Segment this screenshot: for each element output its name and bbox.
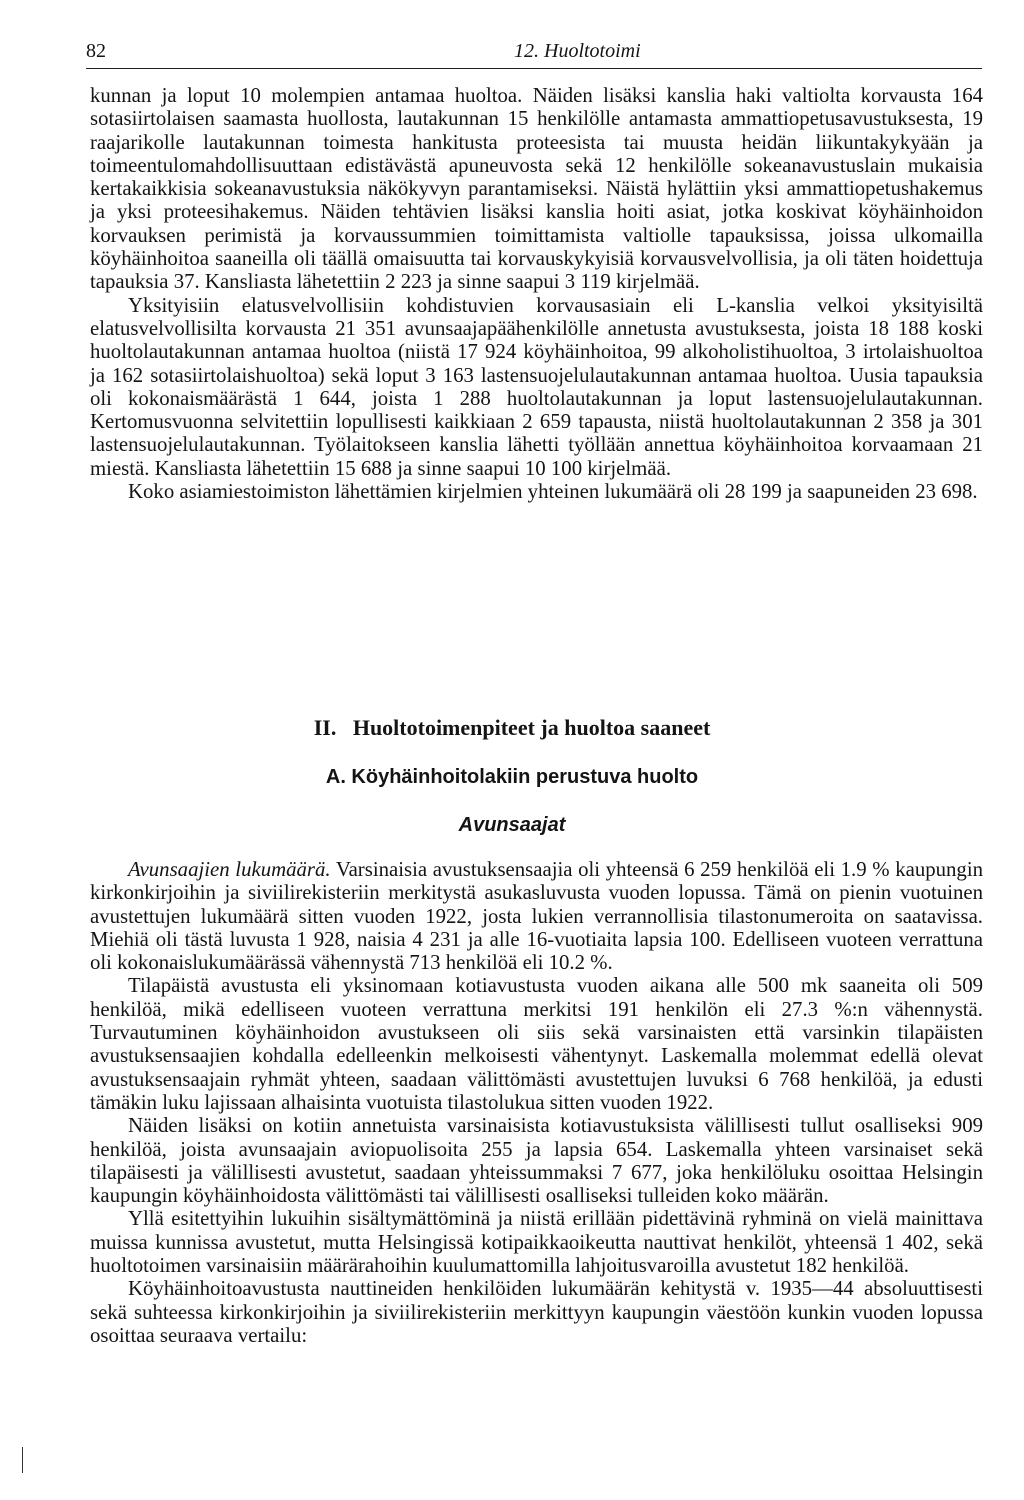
- top-text-block: [90, 84, 983, 503]
- paragraph: kunnan ja loput 10 molempien antamaa huoltoa. Näiden lisäksi kanslia haki valtiolta korvausta 164 sotasiirtolaisen saamasta huollosta, lautakunnan 15 henkilölle antamasta ammattiopetusavustuksesta, 19 raajarikolle lautakunnan toimesta hankitusta proteesista tai muusta heidän liikuntakykyään ja toimeentulomahdollisuuttaan edistävästä apuneuvosta sekä 12 henkilölle sokeanavustuslain mukaisia kertakaikkisia sokeanavustuksia näkökyvyn parantamiseksi. Näistä hylättiin yksi ammattiopetushakemus ja yksi proteesihakemus. Näiden tehtävien lisäksi kanslia hoiti asiat, jotka koskivat köyhäinhoidon korvauksen perimistä ja korvaussummien toimittamista valtiolle tapauksissa, joissa ulkomailla köyhäinhoitoa saaneilla oli täällä omaisuutta tai korvauskykyisiä korvausvelvollisia, ja oli täten hoidettuja tapauksia 37. Kansliasta lähetettiin 2 223 ja sinne saapui 3 119 kirjelmää.: [90, 84, 983, 294]
- paragraph-text: Varsinaisia avustuksensaajia oli yhteensä 6 259 henkilöä eli 1.9 % kaupungin kirkonkirjoihin ja siviilirekisteriin merkitystä asukasluvusta vuoden lopussa. Tämä on pienin vuotuinen avustettujen lukumäärä sitten vuoden 1922, josta lukien verrannollisia tilastonumeroita on saatavissa. Miehiä oli tästä luvusta 1 928, naisia 4 231 ja alle 16-vuotiaita lapsia 100. Edelliseen vuoteen verrattuna oli kokonaislukumäärässä vähennystä 713 henkilöä eli 10.2 %.: [90, 858, 983, 975]
- paragraph: Koko asiamiestoimiston lähettämien kirjelmien yhteinen lukumäärä oli 28 199 ja saapuneiden 23 698.: [128, 480, 978, 504]
- bottom-text-block: [90, 858, 983, 1347]
- paragraph: Näiden lisäksi on kotiin annetuista varsinaisista kotiavustuksista välillisesti tullut osalliseksi 909 henkilöä, joista avunsaajain aviopuolisoita 255 ja lapsia 654. Laskemalla yhteen varsinaiset sekä tilapäisesti ja välillisesti avustetut, saadaan yhteissummaksi 7 677, joka henkilöluku osoittaa Helsingin kaupungin köyhäinhoidosta välittömästi tai välillisesti osalliseksi tulleiden koko määrän.: [90, 1114, 983, 1208]
- run-in-heading: Avunsaajien lukumäärä.: [128, 858, 331, 881]
- paragraph: Tilapäistä avustusta eli yksinomaan kotiavustusta vuoden aikana alle 500 mk saaneita oli 509 henkilöä, mikä edelliseen vuoteen verrattuna merkitsi 191 henkilön eli 27.3 %:n vähennystä. Turvautuminen köyhäinhoidon avustukseen oli siis sekä varsinaisten että varsinkin tilapäisten avustuksensaajien kohdalla edelleenkin melkoisesti vähentynyt. Laskemalla molemmat edellä olevat avustuksensaajain ryhmät yhteen, saadaan välittömästi avustettujen luvuksi 6 768 henkilöä, ja edusti tämäkin luku lajissaan alhaisinta vuotuista tilastolukua sitten vuoden 1922.: [90, 974, 983, 1114]
- subsection-title: A. Köyhäinhoitolakiin perustuva huolto: [325, 766, 699, 788]
- page-number: 82: [86, 40, 106, 62]
- paragraph: [90, 858, 983, 974]
- page-header: [86, 40, 982, 69]
- paragraph: Köyhäinhoitoavustusta nauttineiden henkilöiden lukumäärän kehitystä v. 1935—44 absoluuttisesti sekä suhteessa kirkonkirjoihin ja siviilirekisteriin merkittyyn kaupungin väestöön kunkin vuoden lopussa osoittaa seuraava vertailu:: [90, 1277, 983, 1347]
- margin-mark: [22, 1447, 23, 1473]
- paragraph: Yllä esitettyihin lukuihin sisältymättöminä ja niistä erillään pidettävinä ryhminä on vielä mainittava muissa kunnissa avustetut, mutta Helsingissä kotipaikkaoikeutta nauttivat henkilöt, yhteensä 1 402, sekä huoltotoimen varsinaisiin määrärahoihin kuulumattomilla lahjoitusvaroilla avustetut 182 henkilöä.: [90, 1207, 983, 1278]
- section-title: II. Huoltotoimenpiteet ja huoltoa saaneet: [313, 715, 711, 740]
- subsubsection-title: Avunsaajat: [458, 814, 566, 836]
- paragraph: Yksityisiin elatusvelvollisiin kohdistuvien korvausasiain eli L-kanslia velkoi yksityisiltä elatusvelvollisilta korvausta 21 351 avunsaajapäähenkilölle annetusta avustuksesta, joista 18 188 koski huoltolautakunnan antamaa huoltoa (niistä 17 924 köyhäinhoitoa, 99 alkoholistihuoltoa, 3 irtolaishuoltoa ja 162 sotasiirtolaishuoltoa) sekä loput 3 163 lastensuojelulautakunnan antamaa huoltoa. Uusia tapauksia oli kokonaismäärästä 1 644, joista 1 288 huoltolautakunnan ja loput lastensuojelulautakunnan. Kertomusvuonna selvitettiin lopullisesti kaikkiaan 2 659 tapausta, niistä huoltolautakunnan 2 358 ja 301 lastensuojelulautakunnan. Työlaitokseen kanslia lähetti työllään annettua köyhäinhoitoa korvaamaan 21 miestä. Kansliasta lähetettiin 15 688 ja sinne saapui 10 100 kirjelmää.: [90, 293, 983, 480]
- running-title: 12. Huoltotoimi: [514, 40, 641, 62]
